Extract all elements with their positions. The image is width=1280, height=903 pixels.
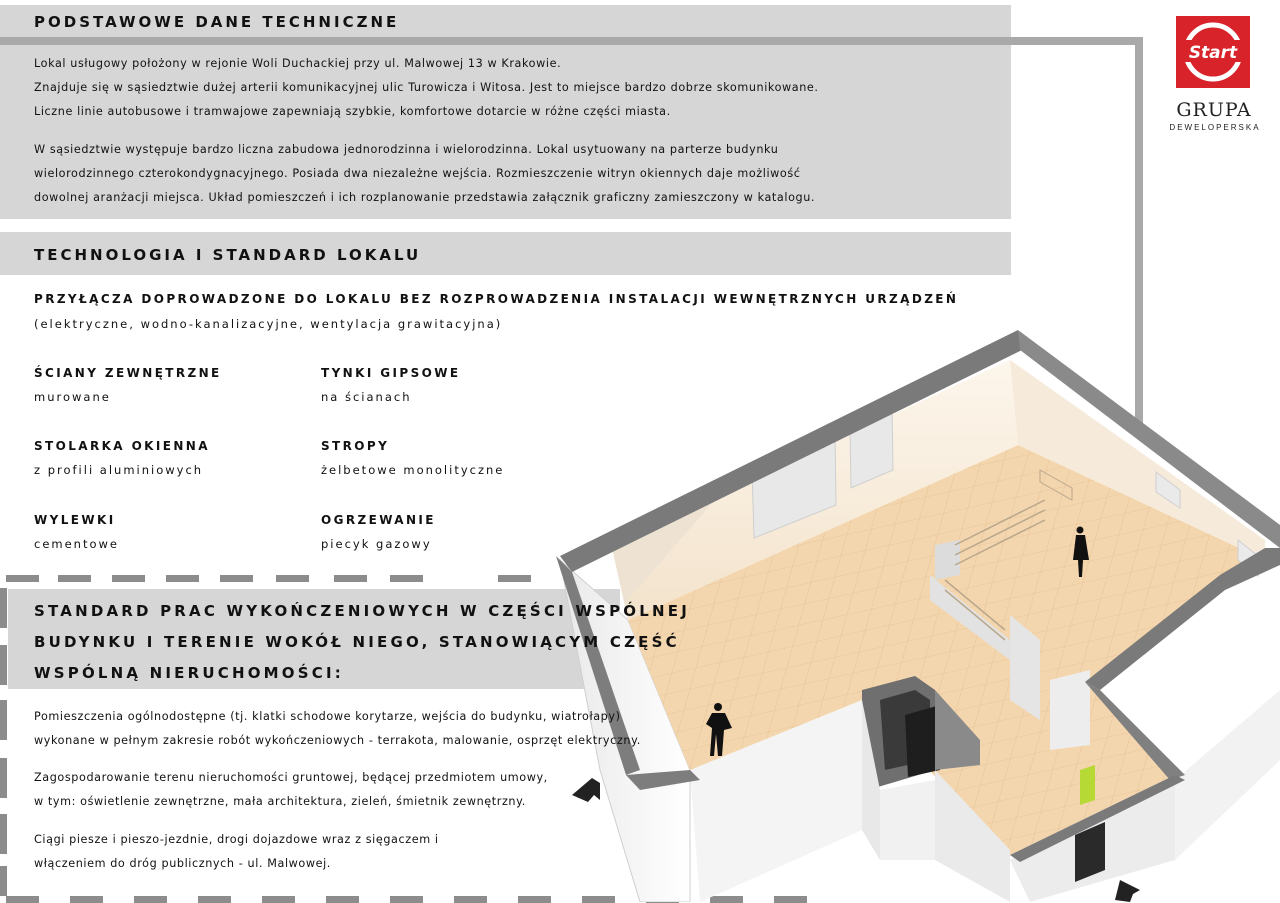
text-line: Zagospodarowanie terenu nieruchomości gruntowej, będącej przedmiotem umowy, (34, 771, 548, 784)
connections-value: (elektryczne, wodno-kanalizacyjne, wentylacja grawitacyjna) (34, 317, 503, 331)
section-standard-title-line-3: WSPÓLNĄ NIERUCHOMOŚCI: (34, 664, 344, 682)
text-line: Pomieszczenia ogólnodostępne (tj. klatki schodowe korytarze, wejścia do budynku, wiatrołapy) (34, 710, 621, 723)
section-basic-title: PODSTAWOWE DANE TECHNICZNE (34, 13, 400, 31)
spec-label-walls: ŚCIANY ZEWNĘTRZNE (34, 366, 222, 380)
standard-paragraph-1 (34, 705, 641, 753)
spec-value-windows: z profili aluminiowych (34, 463, 204, 477)
spec-value-heating: piecyk gazowy (321, 537, 432, 551)
spec-label-plaster: TYNKI GIPSOWE (321, 366, 461, 380)
logo-subtitle: DEWELOPERSKA (1169, 123, 1261, 132)
text-line: dowolnej aranżacji miejsca. Układ pomieszczeń i ich rozplanowanie przedstawia załącznik graficzny zamieszczony w katalogu. (34, 191, 816, 204)
text-line: wykonane w pełnym zakresie robót wykończeniowych - terrakota, malowanie, osprzęt elektryczny. (34, 734, 641, 747)
standard-paragraph-3 (34, 828, 439, 876)
spec-value-plaster: na ścianach (321, 390, 412, 404)
text-line: wielorodzinnego czterokondygnacyjnego. Posiada dwa niezależne wejścia. Rozmieszczenie witryn okiennych daje możliwość (34, 167, 801, 180)
spec-value-walls: murowane (34, 390, 111, 404)
spec-label-windows: STOLARKA OKIENNA (34, 439, 210, 453)
connections-label: PRZYŁĄCZA DOPROWADZONE DO LOKALU BEZ ROZPROWADZENIA INSTALACJI WEWNĘTRZNYCH URZĄDZEŃ (34, 292, 959, 306)
brand-logo (1176, 16, 1250, 88)
logo-mark-text: Start (1188, 43, 1238, 63)
logo-name: GRUPA (1176, 99, 1252, 121)
standard-paragraph-2 (34, 766, 548, 814)
text-line: w tym: oświetlenie zewnętrzne, mała architektura, zieleń, śmietnik zewnętrzny. (34, 795, 526, 808)
text-line: W sąsiedztwie występuje bardzo liczna zabudowa jednorodzinna i wielorodzinna. Lokal usytuowany na parterze budynku (34, 143, 779, 156)
text-line: Liczne linie autobusowe i tramwajowe zapewniają szybkie, komfortowe dotarcie w różne części miasta. (34, 105, 671, 118)
start-logo-icon (1176, 16, 1250, 88)
text-line: Lokal usługowy położony w rejonie Woli Duchackiej przy ul. Malwowej 13 w Krakowie. (34, 57, 562, 70)
spec-label-heating: OGRZEWANIE (321, 513, 436, 527)
spec-value-screeds: cementowe (34, 537, 119, 551)
section-standard-title-line-1: STANDARD PRAC WYKOŃCZENIOWYCH W CZĘŚCI WSPÓLNEJ (34, 602, 690, 620)
spec-label-ceilings: STROPY (321, 439, 390, 453)
text-line: Ciągi piesze i pieszo-jezdnie, drogi dojazdowe wraz z sięgaczem i (34, 833, 439, 846)
text-line: włączeniem do dróg publicznych - ul. Malwowej. (34, 857, 331, 870)
text-line: Znajduje się w sąsiedztwie dużej arterii komunikacyjnej ulic Turowicza i Witosa. Jest to miejsce bardzo dobrze skomunikowane. (34, 81, 819, 94)
spec-label-screeds: WYLEWKI (34, 513, 116, 527)
section-tech-title: TECHNOLOGIA I STANDARD LOKALU (34, 246, 422, 264)
section-standard-title-line-2: BUDYNKU I TERENIE WOKÓŁ NIEGO, STANOWIĄCYM CZĘŚĆ (34, 633, 680, 651)
spec-value-ceilings: żelbetowe monolityczne (321, 463, 505, 477)
